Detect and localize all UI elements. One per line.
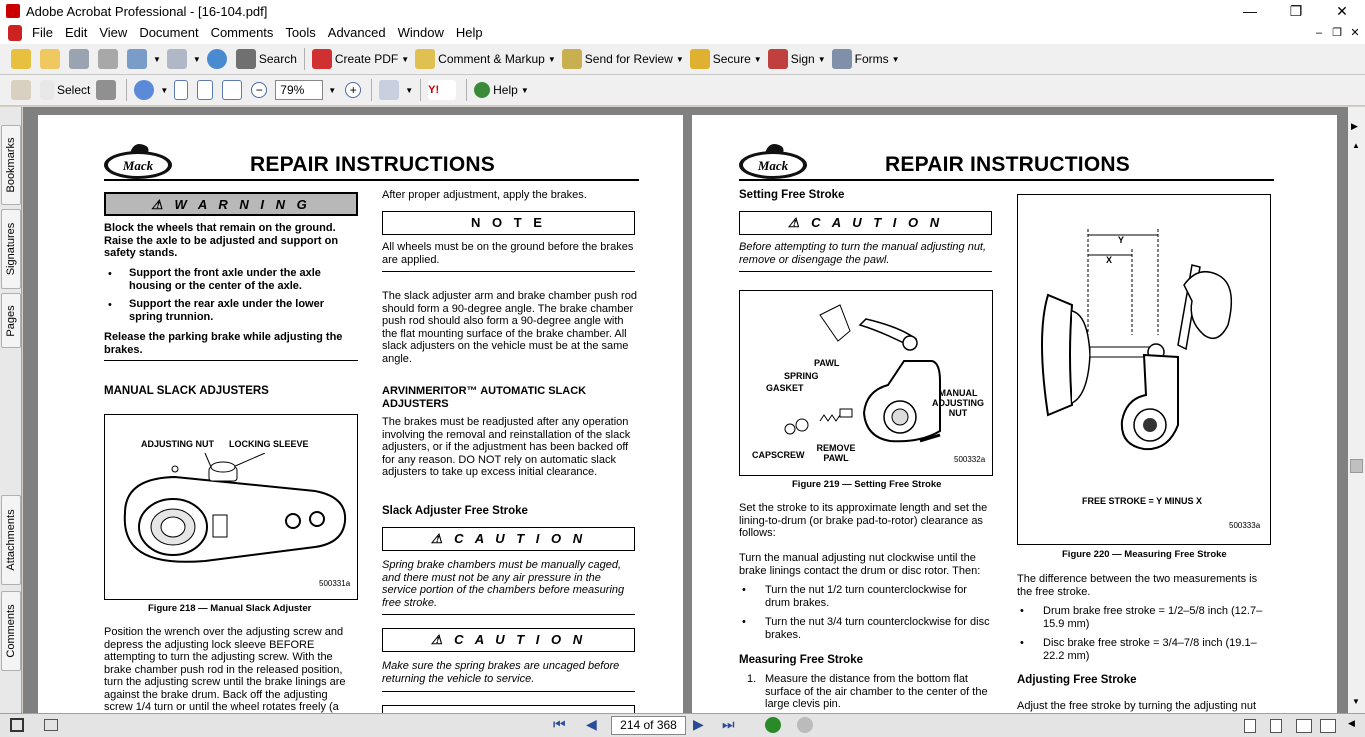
email-icon bbox=[127, 49, 147, 69]
menu-document[interactable]: Document bbox=[139, 25, 199, 40]
acrobat-app-icon bbox=[6, 4, 20, 18]
slack-angle-text: The slack adjuster arm and brake chamber push rod should form a 90-degree angle. The brake chamber push rod should also form a 90-degree angle with the flat mounting surface of the brake chamber. All slack adjusters on the vehicle must be at the same angle. bbox=[382, 290, 637, 365]
scroll-left-arrow-icon[interactable]: ◀ bbox=[1348, 718, 1355, 728]
page-header bbox=[739, 141, 1274, 181]
forms-label: Forms bbox=[854, 52, 889, 66]
create-pdf-button[interactable]: Create PDF ▼ bbox=[309, 47, 412, 72]
tab-bookmarks-label: Bookmarks bbox=[5, 137, 17, 193]
zoom-input[interactable]: 79% bbox=[275, 80, 323, 100]
arvinmeritor-text: The brakes must be readjusted after any operation involving the removal and reinstallation of the slack adjusters, or if the adjustment has been backed off for any reason. DO NOT rely on automatic slack adjusters to take up excess initial clearance. bbox=[382, 416, 631, 478]
doc-restore-button[interactable]: ❐ bbox=[1332, 27, 1342, 39]
warning-end-text: Release the parking brake while adjusting the brakes. bbox=[104, 331, 343, 356]
email-button[interactable]: ▼ bbox=[124, 47, 164, 72]
divider bbox=[382, 691, 635, 692]
note-header: N O T E bbox=[382, 211, 635, 235]
bullet: • bbox=[742, 584, 746, 596]
fit-page-icon bbox=[197, 80, 213, 100]
section-title-measuring: Measuring Free Stroke bbox=[739, 654, 863, 666]
manual-paragraph: Position the wrench over the adjusting screw and depress the adjusting lock sleeve BEFORE attempting to turn the adjusting screw. With the brake chamber push rod in the released position, turn the adjusting screw until the brake linings are against the brake drum. Back off the adjusting screw 1/4 turn or until the wheel rotates freely (a bbox=[104, 626, 346, 713]
page-title: REPAIR INSTRUCTIONS bbox=[250, 153, 495, 176]
lock-icon bbox=[690, 49, 710, 69]
measuring-drawing bbox=[1028, 225, 1262, 475]
note-header-partial bbox=[382, 705, 635, 713]
actual-size-button[interactable] bbox=[171, 78, 194, 103]
help-button[interactable]: Help ▼ bbox=[471, 78, 532, 103]
section-title-adjusting: Adjusting Free Stroke bbox=[1017, 674, 1137, 686]
attach-button[interactable]: ▼ bbox=[164, 47, 204, 72]
bullet: • bbox=[108, 268, 112, 280]
warning-bullet-2: Support the rear axle under the lower spring trunnion. bbox=[129, 298, 324, 323]
zoom-tool-button[interactable]: ▼ bbox=[131, 78, 171, 103]
snapshot-button[interactable] bbox=[93, 78, 122, 103]
paperclip-icon bbox=[167, 49, 187, 69]
menu-comments[interactable]: Comments bbox=[210, 25, 274, 40]
fit-width-button[interactable] bbox=[219, 78, 248, 103]
continuous-facing-icon[interactable] bbox=[1320, 719, 1336, 733]
continuous-icon[interactable] bbox=[1270, 719, 1282, 733]
forms-icon bbox=[832, 49, 852, 69]
doc-close-button[interactable]: ✕ bbox=[1350, 27, 1360, 39]
create-pdf-label: Create PDF bbox=[334, 52, 399, 66]
after-adjustment-text: After proper adjustment, apply the brakes. bbox=[382, 189, 587, 201]
search-button[interactable] bbox=[233, 47, 300, 72]
scroll-right-arrow-icon[interactable]: ▶ bbox=[1351, 121, 1358, 131]
turn-nut-text: Turn the manual adjusting nut clockwise until the brake linings contact the drum or disc rotor. Then: bbox=[739, 552, 981, 577]
bullet-drum-brakes: Turn the nut 1/2 turn counterclockwise for drum brakes. bbox=[765, 584, 967, 609]
document-view[interactable] bbox=[23, 107, 1348, 713]
window-icon[interactable] bbox=[44, 719, 58, 731]
print-button[interactable] bbox=[95, 47, 124, 72]
menu-view[interactable]: View bbox=[99, 25, 128, 40]
fig-label-manual-adjusting-nut: MANUAL ADJUSTING NUT bbox=[931, 388, 984, 418]
tab-comments[interactable] bbox=[1, 591, 21, 671]
minimize-button[interactable]: — bbox=[1243, 3, 1257, 19]
comment-markup-button[interactable]: Comment & Markup ▼ bbox=[412, 47, 559, 72]
vertical-scrollbar[interactable] bbox=[1348, 107, 1365, 713]
figure-220 bbox=[1017, 194, 1271, 545]
caution-header bbox=[739, 211, 992, 235]
toolbar-separator bbox=[371, 79, 372, 101]
open-button[interactable] bbox=[8, 47, 37, 72]
caution-header-1 bbox=[382, 527, 635, 551]
fig-code: 500331a bbox=[319, 579, 351, 588]
hand-icon bbox=[11, 80, 31, 100]
tab-comments-label: Comments bbox=[5, 604, 17, 658]
section-title-free-stroke: Slack Adjuster Free Stroke bbox=[382, 505, 528, 517]
toolbar-separator bbox=[466, 79, 467, 101]
figure-219-caption: Figure 219 — Setting Free Stroke bbox=[792, 479, 942, 490]
fig-label-free-stroke: FREE STROKE = Y MINUS X bbox=[1082, 496, 1202, 506]
fit-page-button[interactable] bbox=[194, 78, 219, 103]
document-icon bbox=[8, 25, 22, 41]
tab-attachments-label: Attachments bbox=[5, 509, 17, 571]
caution-label: C A U T I O N bbox=[454, 632, 587, 647]
measure-step-1: Measure the distance from the bottom flat surface of the air chamber to the center of the large clevis pin. bbox=[765, 673, 988, 710]
caution-label: C A U T I O N bbox=[454, 531, 587, 546]
sign-label: Sign bbox=[790, 52, 815, 66]
disc-free-stroke: Disc brake free stroke = 3/4–7/8 inch (19.1–22.2 mm) bbox=[1043, 637, 1257, 662]
globe-icon bbox=[207, 49, 227, 69]
figure-218-caption: Figure 218 — Manual Slack Adjuster bbox=[148, 603, 312, 614]
sign-button[interactable]: Sign ▼ bbox=[765, 47, 829, 72]
tab-pages-label: Pages bbox=[5, 304, 17, 337]
send-review-icon bbox=[562, 49, 582, 69]
rotate-button[interactable]: ▼ bbox=[376, 78, 416, 103]
drum-free-stroke: Drum brake free stroke = 1/2–5/8 inch (12.7–15.9 mm) bbox=[1043, 605, 1263, 630]
help-label: Help bbox=[493, 83, 518, 97]
fig-label-x: X bbox=[1106, 255, 1113, 265]
close-button[interactable]: ✕ bbox=[1336, 3, 1348, 19]
fig-label-adjusting-nut: ADJUSTING NUT bbox=[141, 439, 215, 449]
mack-logo bbox=[104, 141, 176, 181]
caution-triangle-icon: ⚠ bbox=[430, 632, 447, 647]
organizer-icon bbox=[40, 49, 60, 69]
divider bbox=[382, 614, 635, 615]
menu-window[interactable]: Window bbox=[397, 25, 444, 40]
pdf-page-right bbox=[692, 115, 1337, 713]
save-icon bbox=[69, 49, 89, 69]
divider bbox=[104, 360, 358, 361]
fig-code: 500332a bbox=[954, 455, 986, 464]
facing-icon[interactable] bbox=[1296, 719, 1312, 733]
bullet-disc-brakes: Turn the nut 3/4 turn counterclockwise for disc brakes. bbox=[765, 616, 990, 641]
next-page-icon[interactable]: ▶ bbox=[693, 716, 704, 732]
toolbar-file bbox=[0, 44, 1365, 75]
create-pdf-icon bbox=[312, 49, 332, 69]
scroll-up-arrow-icon[interactable]: ▲ bbox=[1352, 141, 1360, 150]
page-layout-icon[interactable] bbox=[10, 718, 24, 732]
print-icon bbox=[98, 49, 118, 69]
fig-label-spring: SPRING bbox=[784, 371, 819, 381]
tab-signatures[interactable] bbox=[1, 209, 21, 289]
zoom-out-button[interactable] bbox=[248, 78, 273, 103]
page-number-input[interactable]: 214 of 368 bbox=[611, 716, 686, 735]
forms-button[interactable]: Forms ▼ bbox=[829, 47, 903, 72]
tab-pages[interactable] bbox=[1, 293, 21, 348]
fig-label-y: Y bbox=[1118, 235, 1125, 245]
minus-icon: − bbox=[251, 82, 267, 98]
fig-label-remove-pawl: REMOVE PAWL bbox=[816, 443, 856, 463]
figure-219 bbox=[739, 290, 993, 476]
navigation-panel bbox=[0, 107, 22, 713]
menu-tools[interactable]: Tools bbox=[285, 25, 316, 40]
divider bbox=[382, 271, 635, 272]
organizer-button[interactable] bbox=[37, 47, 66, 72]
section-title-arvinmeritor: ARVINMERITOR™ AUTOMATIC SLACK ADJUSTERS bbox=[382, 385, 587, 410]
bullet: • bbox=[108, 299, 112, 311]
set-stroke-text: Set the stroke to its approximate length and set the lining-to-drum (or brake pad-to-rotor) clearance as follows: bbox=[739, 502, 988, 539]
doc-minimize-button[interactable]: – bbox=[1315, 27, 1323, 39]
select-label: Select bbox=[57, 83, 91, 97]
caution-text-1: Spring brake chambers must be manually caged, and there must not be any air pressure in the service portion of the chambers before measuring free stroke. bbox=[382, 559, 625, 609]
page-icon bbox=[174, 80, 188, 100]
status-bar bbox=[0, 713, 1365, 737]
section-title-setting: Setting Free Stroke bbox=[739, 189, 845, 201]
cursor-icon bbox=[40, 80, 54, 100]
fit-width-icon bbox=[222, 80, 242, 100]
note-text: All wheels must be on the ground before the brakes are applied. bbox=[382, 241, 634, 266]
caution-header-2 bbox=[382, 628, 635, 652]
warning-bullet-1: Support the front axle under the axle housing or the center of the axle. bbox=[129, 267, 321, 292]
adjusting-text: Adjust the free stroke by turning the adjusting nut bbox=[1017, 700, 1257, 712]
open-folder-icon bbox=[11, 49, 31, 69]
svg-text:Mack: Mack bbox=[122, 158, 154, 173]
tab-attachments[interactable] bbox=[1, 495, 21, 585]
secure-label: Secure bbox=[712, 52, 751, 66]
fig-code: 500333a bbox=[1229, 521, 1261, 530]
menu-bar bbox=[0, 22, 1365, 44]
bullet: • bbox=[1020, 637, 1024, 649]
search-label: Search bbox=[258, 52, 297, 66]
hand-tool-button[interactable] bbox=[8, 78, 37, 103]
warning-text: Block the wheels that remain on the ground. Raise the axle to be adjusted and support on safety stands. bbox=[104, 222, 339, 259]
single-page-icon[interactable] bbox=[1244, 719, 1256, 733]
zoom-in-button[interactable] bbox=[336, 78, 367, 103]
bullet: • bbox=[1020, 605, 1024, 617]
warning-triangle-icon: ⚠ bbox=[151, 197, 167, 212]
bullet: • bbox=[742, 616, 746, 628]
toolbar-separator bbox=[420, 79, 421, 101]
menu-file[interactable]: File bbox=[32, 25, 53, 40]
warning-label: W A R N I N G bbox=[174, 197, 311, 212]
send-review-button[interactable]: Send for Review ▼ bbox=[559, 47, 687, 72]
fig-label-capscrew: CAPSCREW bbox=[752, 450, 805, 460]
comment-markup-label: Comment & Markup bbox=[438, 52, 545, 66]
page-title: REPAIR INSTRUCTIONS bbox=[885, 153, 1130, 176]
step-number: 1. bbox=[747, 673, 757, 685]
web-button[interactable] bbox=[204, 47, 233, 72]
toolbar-separator bbox=[126, 79, 127, 101]
toolbar-view bbox=[0, 75, 1365, 106]
divider bbox=[739, 271, 992, 272]
figure-218 bbox=[104, 414, 358, 600]
warning-header bbox=[104, 192, 358, 216]
scroll-down-arrow-icon[interactable]: ▼ bbox=[1352, 697, 1360, 706]
first-page-icon[interactable]: ⏮ bbox=[553, 716, 566, 732]
yahoo-icon: Y! bbox=[428, 80, 456, 100]
caution-text-2: Make sure the spring brakes are uncaged before returning the vehicle to service. bbox=[382, 660, 620, 685]
caution-text: Before attempting to turn the manual adjusting nut, remove or disengage the pawl. bbox=[739, 241, 987, 266]
menu-advanced[interactable]: Advanced bbox=[327, 25, 386, 40]
camera-icon bbox=[96, 80, 116, 100]
fig-label-locking-sleeve: LOCKING SLEEVE bbox=[229, 439, 309, 449]
pdf-page-left bbox=[38, 115, 683, 713]
magnifier-icon bbox=[134, 80, 154, 100]
difference-text: The difference between the two measurements is the free stroke. bbox=[1017, 573, 1258, 598]
rotate-icon bbox=[379, 80, 399, 100]
last-page-icon[interactable]: ⏭ bbox=[722, 716, 735, 732]
svg-text:Mack: Mack bbox=[757, 158, 789, 173]
section-title-manual: MANUAL SLACK ADJUSTERS bbox=[104, 385, 269, 397]
scroll-thumb[interactable] bbox=[1350, 459, 1363, 473]
fig-label-pawl: PAWL bbox=[814, 358, 840, 368]
slack-adjuster-drawing bbox=[115, 453, 349, 573]
select-tool-button[interactable] bbox=[37, 78, 93, 103]
pen-icon bbox=[768, 49, 788, 69]
previous-page-icon[interactable]: ◀ bbox=[586, 716, 597, 732]
zoom-dropdown[interactable]: ▼ bbox=[328, 85, 337, 95]
save-button[interactable] bbox=[66, 47, 95, 72]
tab-bookmarks[interactable] bbox=[1, 125, 21, 205]
menu-edit[interactable]: Edit bbox=[64, 25, 88, 40]
figure-220-caption: Figure 220 — Measuring Free Stroke bbox=[1062, 549, 1227, 560]
go-back-icon[interactable] bbox=[765, 717, 781, 733]
title-bar bbox=[0, 0, 1365, 22]
mack-logo bbox=[739, 141, 811, 181]
caution-triangle-icon: ⚠ bbox=[787, 215, 804, 230]
binoculars-icon bbox=[236, 49, 256, 69]
yahoo-button[interactable] bbox=[425, 78, 462, 103]
go-forward-icon[interactable] bbox=[797, 717, 813, 733]
send-review-label: Send for Review bbox=[584, 52, 673, 66]
toolbar-separator bbox=[304, 48, 305, 70]
page-header bbox=[104, 141, 639, 181]
window-title: Adobe Acrobat Professional - [16-104.pdf] bbox=[26, 3, 268, 19]
menu-help[interactable]: Help bbox=[455, 25, 483, 40]
caution-triangle-icon: ⚠ bbox=[430, 531, 447, 546]
plus-icon: + bbox=[345, 82, 361, 98]
caution-label: C A U T I O N bbox=[811, 215, 944, 230]
help-icon bbox=[474, 82, 490, 98]
comment-icon bbox=[415, 49, 435, 69]
tab-signatures-label: Signatures bbox=[5, 222, 17, 276]
secure-button[interactable]: Secure ▼ bbox=[687, 47, 765, 72]
fig-label-gasket: GASKET bbox=[766, 383, 804, 393]
restore-button[interactable]: ❐ bbox=[1289, 3, 1303, 19]
